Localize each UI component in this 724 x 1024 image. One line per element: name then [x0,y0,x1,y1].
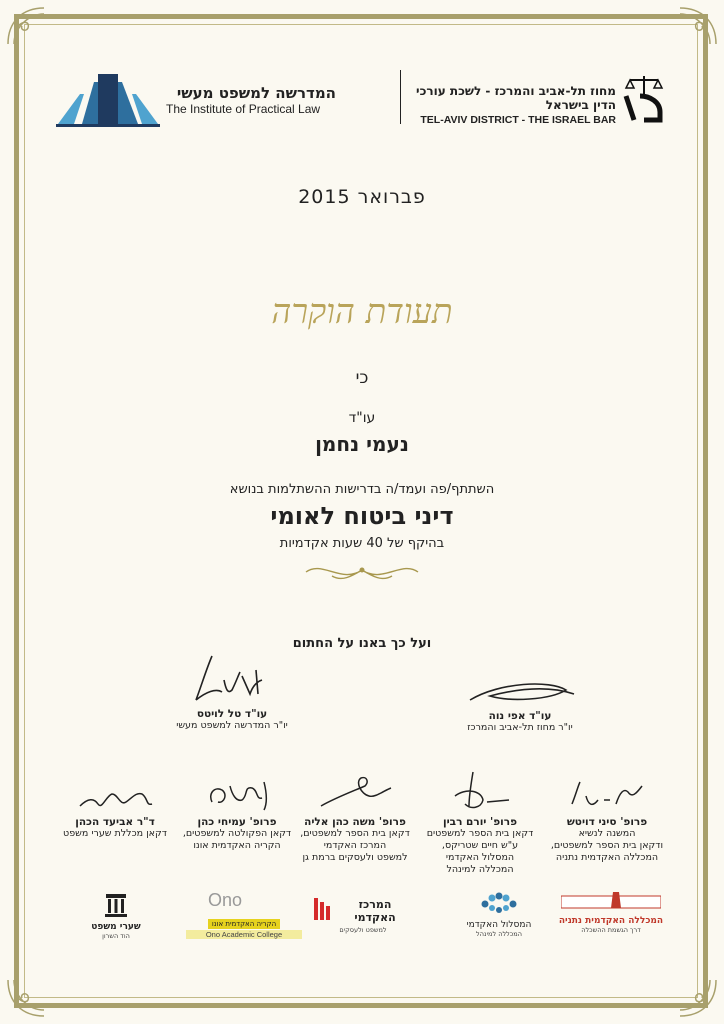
certificate-title: תעודת הוקרה [271,292,453,332]
signatory-title: המכללה למינהל [446,864,514,875]
signature-block-cohen-eliya [290,768,420,864]
certificate-header [54,62,670,132]
participation-statement: השתתף/פה ועמד/ה בדרישות ההשתלמות בנושא [229,482,495,497]
merkaz-tagline: למשפט ולעסקים [339,926,387,934]
signatory-title: המרכז האקדמי [323,840,387,851]
signature-rabin-icon [435,766,525,816]
signature-deutsch-icon [562,774,652,816]
corner-ornament-icon [4,4,50,50]
corner-ornament-icon [4,974,50,1020]
flourish-ornament-icon [302,556,422,586]
institute-name-he: המדרשה למשפט מעשי [176,84,336,102]
institute-logo-icon [54,70,162,128]
bar-name-en: TEL-AVIV DISTRICT - THE ISRAEL BAR [420,114,616,126]
signatory-title: המכללה האקדמית נתניה [555,852,659,863]
michlala-tagline: המכללה למינהל [476,930,522,938]
course-hours: בהיקף של 40 שעות אקדמיות [279,536,445,551]
corner-ornament-icon [674,974,720,1020]
bar-name [410,84,616,126]
shaarei-mishpat-logo [70,890,162,944]
signature-block-levites [132,650,332,732]
institute-name [166,84,396,116]
signatory-title: ע"ש חיים שטריקס, [441,840,519,851]
ono-logo [186,890,302,944]
signature-block-deutsch [542,774,672,864]
signatory-title: דקאן מכללת שערי משפט [63,828,167,839]
netanya-tagline: דרך הגשמת ההשכלה [581,926,641,934]
shaarei-mishpat-name: שערי משפט [91,922,141,932]
signatory-title: יו"ר מחוז תל-אביב והמרכז [467,722,573,733]
netanya-logo [554,890,668,944]
institution-logos-row [56,890,668,944]
michlala-name: המסלול האקדמי [466,920,532,930]
signature-block-hacohen [56,780,174,840]
signatory-title: הקריה האקדמית אונו [193,840,281,851]
signatory-title: ודקאן בית הספר למשפטים, [550,840,664,851]
recipient-name: נעמי נחמן [315,432,409,456]
signature-naveh-icon [450,676,590,710]
signature-levites-icon [172,650,292,708]
signatory-title: המסלול האקדמי [445,852,515,863]
signatory-name: פרופ' משה כהן אליה [304,816,406,828]
header-divider [400,70,401,124]
merkaz-name: המרכז האקדמי [354,898,396,924]
signature-amichai-cohen-icon [192,772,282,816]
course-topic: דיני ביטוח לאומי [270,502,454,530]
netanya-name: המכללה האקדמית נתניה [558,916,664,926]
ono-badge: הקריה האקדמית אונו [208,919,280,929]
signatory-name: פרופ' עמיחי כהן [197,816,277,828]
israel-bar-logo-icon [620,72,668,124]
signatory-name: עו"ד אפי נוה [488,710,552,722]
signatory-name: עו"ד טל לויטס [196,708,268,720]
signatory-name: פרופ' יורם רבין [442,816,517,828]
signature-block-rabin [420,766,540,876]
certificate-date: פברואר 2015 [298,186,426,208]
bar-name-he: מחוז תל-אביב והמרכז - לשכת עורכי הדין בישראל [416,84,616,112]
signatory-title: דקאן הפקולטה למשפטים, [182,828,292,839]
signatory-title: יו"ר המדרשה למשפט מעשי [176,720,288,731]
signatory-title: דקאן בית הספר למשפטים, [300,828,410,839]
shaarei-mishpat-logo-icon [103,890,129,918]
signature-block-amichai-cohen [178,772,296,852]
ono-english-name: Ono Academic College [186,930,302,939]
signatory-title: למשפט ולעסקים ברמת גן [302,852,408,863]
netanya-logo-icon [561,890,661,912]
sealed-statement: ועל כך באנו על החתום [292,636,432,651]
corner-ornament-icon [674,4,720,50]
michlala-logo [444,890,554,944]
ono-wordmark: Ono [208,890,243,910]
recipient-prefix: עו"ד [348,410,376,426]
signatory-name: ד"ר אביעד הכהן [75,816,155,828]
merkaz-logo-icon [312,894,336,924]
signature-cohen-eliya-icon [305,768,405,816]
institute-name-en: The Institute of Practical Law [166,102,321,116]
signature-block-naveh [420,676,620,734]
certificate-ki: כי [355,368,369,388]
signature-hacohen-icon [70,780,160,816]
merkaz-logo [308,890,418,944]
signatory-name: פרופ' סיני דויטש [566,816,648,828]
michlala-logo-icon [477,890,521,916]
signatory-title: דקאן בית הספר למשפטים [426,828,534,839]
signatory-title: המשנה לנשיא [578,828,636,839]
shaarei-mishpat-tagline: הוד השרון [102,932,130,940]
